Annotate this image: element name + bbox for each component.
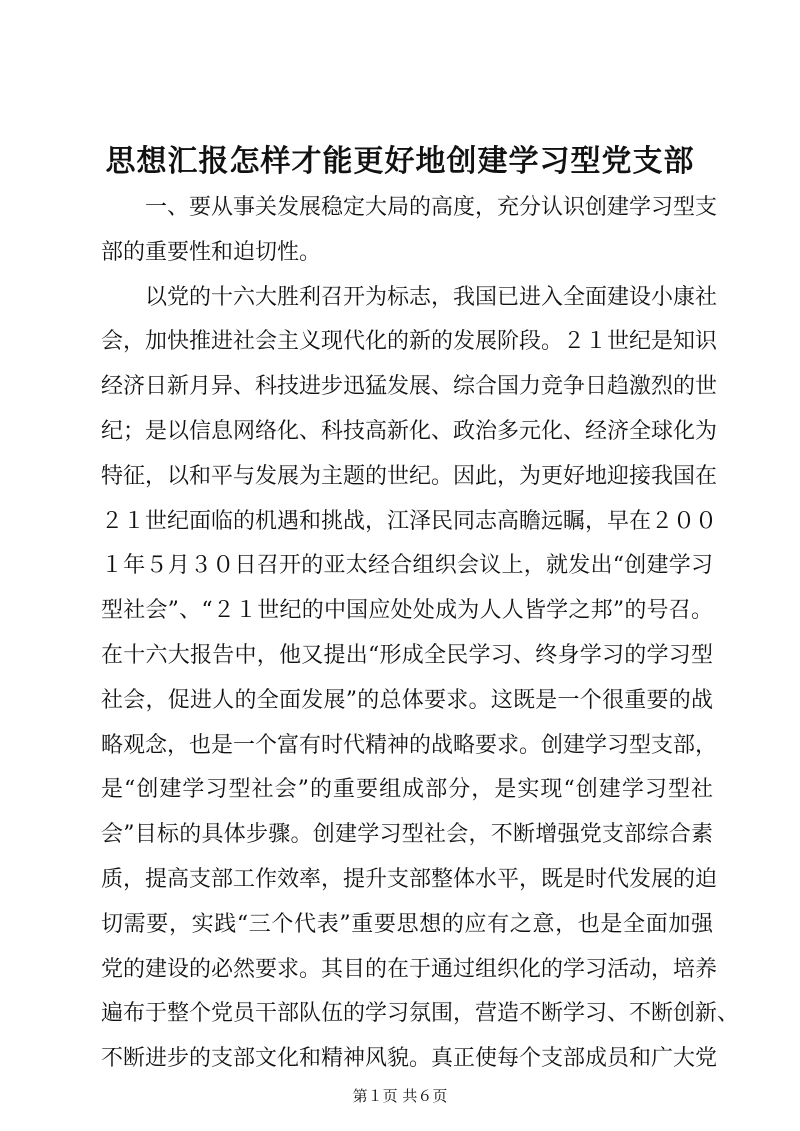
paragraph-line: 遍布于整个党员干部队伍的学习氛围，营造不断学习、不断创新、 (101, 1001, 740, 1027)
paragraph-line: 部的重要性和迫切性。 (101, 239, 322, 265)
paragraph-line: 社会，促进人的全面发展”的总体要求。这既是一个很重要的战 (101, 687, 713, 713)
paragraph-line: 党的建设的必然要求。其目的在于通过组织化的学习活动，培养 (101, 956, 718, 982)
paragraph-line: ２１世纪面临的机遇和挑战，江泽民同志高瞻远瞩，早在２００ (101, 508, 718, 534)
paragraph-line: 会，加快推进社会主义现代化的新的发展阶段。２１世纪是知识 (101, 329, 718, 355)
paragraph-line: 一、要从事关发展稳定大局的高度，充分认识创建学习型支 (145, 195, 718, 220)
paragraph-line: 型社会”、“２１世纪的中国应处处成为人人皆学之邦”的号召。 (101, 598, 713, 624)
paragraph-line: 是“创建学习型社会”的重要组成部分，是实现“创建学习型社 (101, 777, 713, 803)
paragraph-line: 会”目标的具体步骤。创建学习型社会，不断增强党支部综合素 (101, 822, 713, 848)
document-title: 思想汇报怎样才能更好地创建学习型党支部 (105, 144, 695, 179)
paragraph-line: 切需要，实践“三个代表”重要思想的应有之意，也是全面加强 (101, 911, 713, 937)
paragraph-line: 纪；是以信息网络化、科技高新化、政治多元化、经济全球化为 (101, 418, 718, 444)
paragraph-line: 在十六大报告中，他又提出“形成全民学习、终身学习的学习型 (101, 642, 713, 668)
paragraph-line: 经济日新月异、科技进步迅猛发展、综合国力竞争日趋激烈的世 (101, 374, 718, 400)
paragraph-line: 质，提高支部工作效率，提升支部整体水平，既是时代发展的迫 (101, 866, 718, 892)
paragraph-line: 以党的十六大胜利召开为标志，我国已进入全面建设小康社 (145, 284, 718, 310)
paragraph-line: 不断进步的支部文化和精神风貌。真正使每个支部成员和广大党 (101, 1046, 718, 1072)
paragraph-line: 略观念，也是一个富有时代精神的战略要求。创建学习型支部， (101, 732, 718, 758)
document-body (101, 186, 740, 1082)
paragraph-line: 特征，以和平与发展为主题的世纪。因此，为更好地迎接我国在 (101, 463, 718, 489)
paragraph-line: １年５月３０日召开的亚太经合组织会议上，就发出“创建学习 (101, 553, 713, 579)
page-number-footer: 第１页 共６页 (352, 1087, 448, 1105)
